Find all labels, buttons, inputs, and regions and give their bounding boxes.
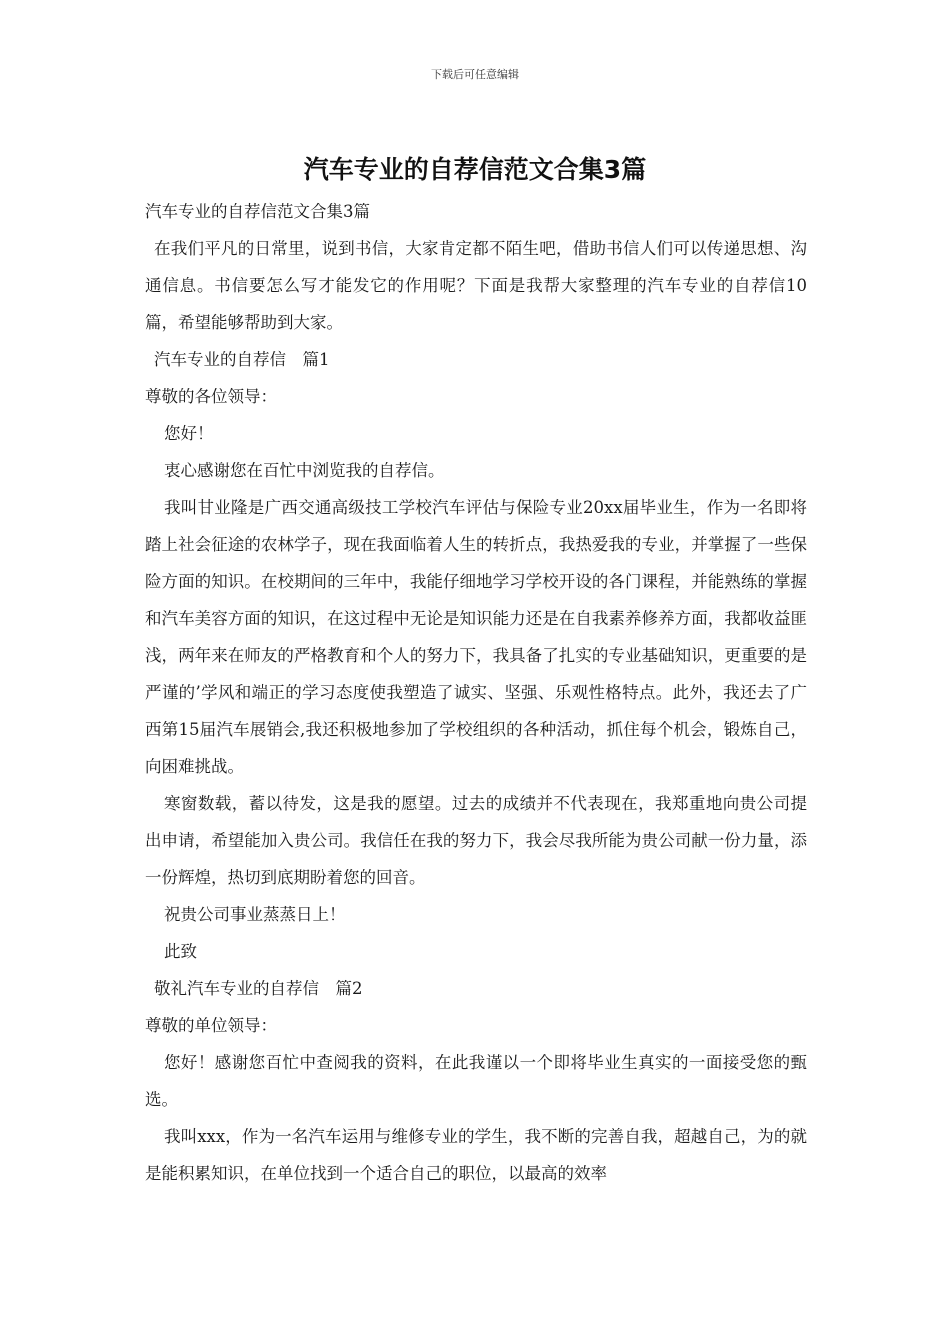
paragraph: 衷心感谢您在百忙中浏览我的自荐信。 bbox=[164, 461, 445, 480]
paragraph: 汽车专业的自荐信 篇1 bbox=[154, 350, 330, 369]
paragraph: 我叫xxx，作为一名汽车运用与维修专业的学生，我不断的完善自我，超越自己，为的就是能积累知识，在单位找到一个适合自己的职位，以最高的效率 bbox=[145, 1127, 807, 1183]
paragraph: 此致 bbox=[164, 942, 197, 961]
document-body bbox=[145, 193, 807, 1192]
paragraph: 尊敬的单位领导： bbox=[145, 1016, 277, 1035]
paragraph: 我叫甘业隆是广西交通高级技工学校汽车评估与保险专业20xx届毕业生，作为一名即将踏上社会征途的农林学子，现在我面临着人生的转折点，我热爱我的专业，并掌握了一些保险方面的知识。在校期间的三年中，我能仔细地学习学校开设的各门课程，并能熟练的掌握和汽车美容方面的知识，在这过程中无论是知识能力还是在自我素养修养方面，我都收益匪浅，两年来在师友的严格教育和个人的努力下，我具备了扎实的专业基础知识，更重要的是严谨的’学风和端正的学习态度使我塑造了诚实、坚强、乐观性格特点。此外，我还去了广西第15届汽车展销会,我还积极地参加了学校组织的各种活动，抓住每个机会，锻炼自己，向困难挑战。 bbox=[145, 498, 807, 776]
paragraph: 您好！感谢您百忙中查阅我的资料，在此我谨以一个即将毕业生真实的一面接受您的甄选。 bbox=[145, 1053, 807, 1109]
paragraph: 汽车专业的自荐信范文合集3篇 bbox=[145, 202, 370, 221]
paragraph: 敬礼汽车专业的自荐信 篇2 bbox=[154, 979, 363, 998]
paragraph: 您好！ bbox=[164, 424, 214, 443]
paragraph: 寒窗数载，蓄以待发，这是我的愿望。过去的成绩并不代表现在，我郑重地向贵公司提出申请，希望能加入贵公司。我信任在我的努力下，我会尽我所能为贵公司献一份力量，添一份辉煌，热切到底期盼着您的回音。 bbox=[145, 794, 807, 887]
paragraph: 祝贵公司事业蒸蒸日上！ bbox=[164, 905, 346, 924]
document-title: 汽车专业的自荐信范文合集3篇 bbox=[303, 155, 647, 184]
paragraph: 在我们平凡的日常里，说到书信，大家肯定都不陌生吧，借助书信人们可以传递思想、沟通信息。书信要怎么写才能发它的作用呢？下面是我帮大家整理的汽车专业的自荐信10篇，希望能够帮助到大家。 bbox=[145, 239, 807, 332]
paragraph: 尊敬的各位领导： bbox=[145, 387, 277, 406]
header-note: 下载后可任意编辑 bbox=[431, 68, 519, 81]
